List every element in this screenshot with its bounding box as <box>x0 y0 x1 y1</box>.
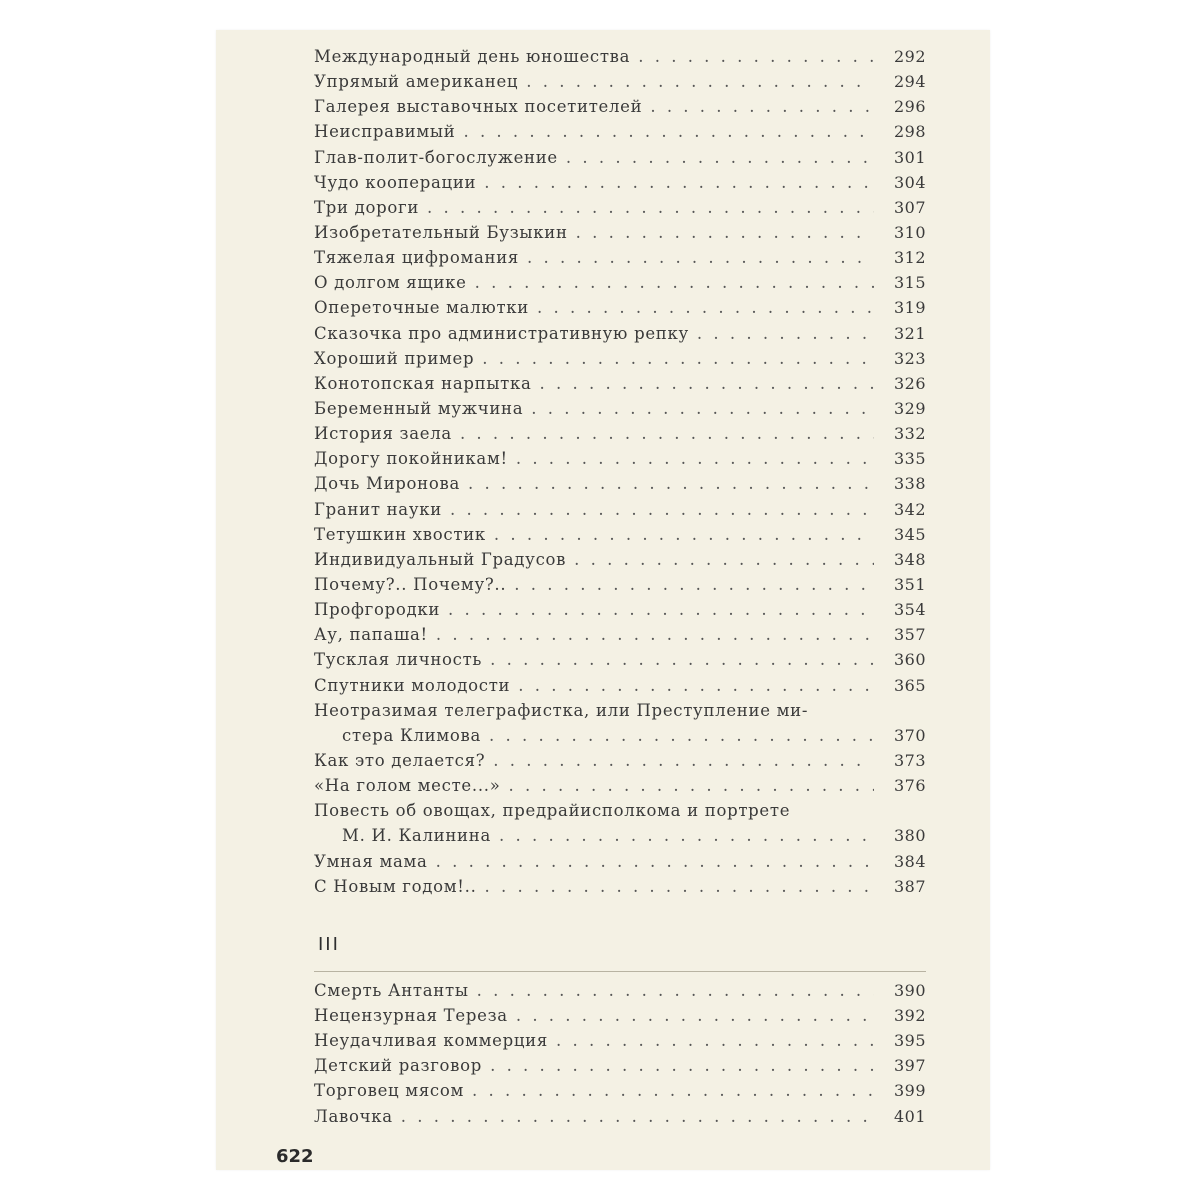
toc-entry <box>314 69 926 94</box>
toc-entry-title <box>314 220 874 245</box>
toc-entry <box>314 497 926 522</box>
dot-leader <box>481 723 874 748</box>
toc-entry-page-number: 329 <box>893 398 926 418</box>
dot-leader <box>642 94 874 119</box>
dot-leader <box>558 145 874 170</box>
toc-entry-label: Гранит науки <box>314 499 442 519</box>
dot-leader <box>482 1053 874 1078</box>
toc-entry-page-number: 335 <box>893 449 926 469</box>
toc-entry-title-line: Повесть об овощах, предрайисполкома и портрете <box>314 801 791 821</box>
toc-entry-title <box>314 1104 874 1129</box>
dot-leader <box>630 44 874 69</box>
toc-entry-label: Конотопская нарпытка <box>314 373 532 393</box>
dot-leader <box>482 647 874 672</box>
toc-entry-label: Почему?.. Почему?.. <box>314 574 507 594</box>
toc-entry-title <box>314 396 874 421</box>
toc-entry-page-number: 296 <box>893 97 926 117</box>
toc-entry <box>314 572 926 597</box>
dot-leader <box>485 748 874 773</box>
toc-entry-label: Сказочка про административную репку <box>314 323 689 343</box>
toc-entry <box>314 1078 926 1103</box>
toc-entry-label: Торговец мясом <box>314 1081 465 1101</box>
toc-entry-title <box>314 119 874 144</box>
toc-entry-label: О долгом ящике <box>314 273 467 293</box>
toc-entry <box>314 874 926 899</box>
dot-leader <box>428 849 874 874</box>
toc-section-three <box>314 978 926 1129</box>
dot-leader <box>440 597 874 622</box>
toc-entry <box>314 978 926 1003</box>
toc-entry-label: Тусклая личность <box>314 650 483 670</box>
toc-entry-title <box>314 874 874 899</box>
toc-entry-title <box>314 773 874 798</box>
toc-entry <box>314 44 926 69</box>
toc-entry-page-number: 376 <box>893 776 926 796</box>
dot-leader <box>476 170 874 195</box>
dot-leader <box>393 1104 874 1129</box>
dot-leader <box>464 1078 874 1103</box>
toc-entry-page-number: 370 <box>893 725 926 745</box>
section-divider <box>314 971 926 972</box>
dot-leader <box>508 446 874 471</box>
toc-entry-title <box>314 371 874 396</box>
toc-entry <box>314 1028 926 1053</box>
dot-leader <box>486 522 874 547</box>
dot-leader <box>469 978 874 1003</box>
toc-entry-page-number: 401 <box>893 1106 926 1126</box>
toc-entry <box>314 1104 926 1129</box>
toc-entry-title <box>314 698 874 748</box>
toc-entry-title <box>314 421 874 446</box>
dot-leader <box>518 69 874 94</box>
toc-entry <box>314 522 926 547</box>
toc-entry <box>314 647 926 672</box>
toc-entry <box>314 597 926 622</box>
toc-entry-page-number: 323 <box>893 348 926 368</box>
toc-entry-title <box>314 1028 874 1053</box>
toc-entry <box>314 396 926 421</box>
toc-entry <box>314 321 926 346</box>
toc-entry-title <box>314 572 874 597</box>
dot-leader <box>532 371 874 396</box>
toc-entry-label: Три дороги <box>314 197 420 217</box>
toc-entry-page-number: 357 <box>893 625 926 645</box>
toc-entry <box>314 773 926 798</box>
toc-entry-label: Детский разговор <box>314 1056 483 1076</box>
toc-entry-page-number: 392 <box>893 1005 926 1025</box>
toc-entry-title <box>314 1078 874 1103</box>
toc-entry-label: Упрямый американец <box>314 72 519 92</box>
dot-leader <box>419 195 874 220</box>
toc-entry-label: История заела <box>314 424 452 444</box>
toc-entry-title <box>314 245 874 270</box>
toc-entry-title <box>314 978 874 1003</box>
toc-entry <box>314 698 926 748</box>
toc-entry-label: Тяжелая цифромания <box>314 248 520 268</box>
toc-entry <box>314 798 926 848</box>
toc-entry-title-line: Неотразимая телеграфистка, или Преступление ми- <box>314 700 809 720</box>
toc-entry-page-number: 397 <box>893 1056 926 1076</box>
toc-entry <box>314 270 926 295</box>
dot-leader <box>568 220 874 245</box>
toc-entry-page-number: 319 <box>893 298 926 318</box>
toc-entry <box>314 145 926 170</box>
toc-entry-title <box>314 270 874 295</box>
dot-leader <box>506 572 874 597</box>
toc-entry-title <box>314 44 874 69</box>
dot-leader <box>519 245 874 270</box>
toc-entry <box>314 471 926 496</box>
toc-entry <box>314 1053 926 1078</box>
toc-entry-page-number: 373 <box>893 750 926 770</box>
toc-entry-label: Умная мама <box>314 851 428 871</box>
dot-leader <box>508 1003 874 1028</box>
toc-entry <box>314 849 926 874</box>
toc-entry-page-number: 342 <box>893 499 926 519</box>
toc-entry-page-number: 292 <box>893 46 926 66</box>
toc-entry-label: Международный день юношества <box>314 46 631 66</box>
dot-leader <box>467 270 874 295</box>
toc-entry <box>314 673 926 698</box>
toc-entry-label: Дорогу покойникам! <box>314 449 508 469</box>
toc-entry-page-number: 351 <box>893 574 926 594</box>
toc-entry-label: Опереточные малютки <box>314 298 529 318</box>
toc-entry-page-number: 348 <box>893 549 926 569</box>
toc-entry-label: Смерть Антанты <box>314 980 469 1000</box>
toc-entry-label: Профгородки <box>314 600 441 620</box>
toc-entry-title <box>314 647 874 672</box>
toc-entry <box>314 195 926 220</box>
toc-entry <box>314 446 926 471</box>
toc-entry-label: Ау, папаша! <box>314 625 428 645</box>
toc-entry-title <box>314 69 874 94</box>
toc-entry-page-number: 321 <box>893 323 926 343</box>
toc-entry <box>314 1003 926 1028</box>
toc-entry-page-number: 354 <box>893 600 926 620</box>
dot-leader <box>529 295 874 320</box>
toc-entry <box>314 748 926 773</box>
dot-leader <box>566 547 874 572</box>
toc-entry-page-number: 315 <box>893 273 926 293</box>
toc-entry-title <box>314 170 874 195</box>
dot-leader <box>477 874 874 899</box>
toc-entry-page-number: 345 <box>893 524 926 544</box>
dot-leader <box>474 346 874 371</box>
toc-entry-label: Глав-полит-богослужение <box>314 147 558 167</box>
dot-leader <box>460 471 874 496</box>
toc-entry <box>314 295 926 320</box>
table-of-contents <box>314 44 926 1129</box>
toc-entry-page-number: 304 <box>893 172 926 192</box>
toc-entry-title <box>314 295 874 320</box>
toc-entry <box>314 170 926 195</box>
dot-leader <box>455 119 874 144</box>
dot-leader <box>523 396 874 421</box>
page-number: 622 <box>276 1146 314 1167</box>
toc-entry-title <box>314 346 874 371</box>
toc-entry-title <box>314 471 874 496</box>
toc-entry-label: Индивидуальный Градусов <box>314 549 567 569</box>
toc-entry <box>314 421 926 446</box>
toc-entry-title <box>314 849 874 874</box>
toc-entry <box>314 245 926 270</box>
toc-entry-page-number: 338 <box>893 474 926 494</box>
toc-entry <box>314 346 926 371</box>
toc-entry-title <box>314 145 874 170</box>
toc-entry-label: Галерея выставочных посетителей <box>314 97 643 117</box>
dot-leader <box>442 497 874 522</box>
toc-entry-page-number: 390 <box>893 980 926 1000</box>
toc-entry-title <box>314 798 874 848</box>
toc-entry-label: Хороший пример <box>314 348 475 368</box>
dot-leader <box>428 622 874 647</box>
toc-entry-page-number: 310 <box>893 222 926 242</box>
toc-entry-page-number: 294 <box>893 72 926 92</box>
toc-entry-title <box>314 1003 874 1028</box>
toc-entry-page-number: 360 <box>893 650 926 670</box>
dot-leader <box>548 1028 874 1053</box>
dot-leader <box>510 673 874 698</box>
toc-entry-page-number: 332 <box>893 424 926 444</box>
toc-entry-title-continuation: стера Климова <box>342 725 482 745</box>
toc-entry <box>314 94 926 119</box>
toc-entry <box>314 622 926 647</box>
toc-entry-page-number: 384 <box>893 851 926 871</box>
toc-entry-page-number: 399 <box>893 1081 926 1101</box>
toc-entry-title <box>314 94 874 119</box>
toc-entry-title <box>314 195 874 220</box>
toc-entry-label: Как это делается? <box>314 750 486 770</box>
toc-entry-page-number: 307 <box>893 197 926 217</box>
toc-section-two <box>314 44 926 899</box>
toc-entry-title <box>314 673 874 698</box>
toc-entry-label: Нецензурная Тереза <box>314 1005 508 1025</box>
toc-entry-page-number: 387 <box>893 876 926 896</box>
toc-entry-label: Изобретательный Бузыкин <box>314 222 568 242</box>
toc-entry-title <box>314 321 874 346</box>
toc-entry-title <box>314 446 874 471</box>
toc-entry-page-number: 301 <box>893 147 926 167</box>
toc-entry-label: Чудо кооперации <box>314 172 477 192</box>
toc-entry-label: Неисправимый <box>314 122 456 142</box>
toc-entry-label: Спутники молодости <box>314 675 511 695</box>
toc-entry-label: Неудачливая коммерция <box>314 1031 548 1051</box>
toc-entry-title <box>314 497 874 522</box>
toc-entry-label: «На голом месте...» <box>314 776 501 796</box>
toc-entry-page-number: 365 <box>893 675 926 695</box>
toc-entry-label: Беременный мужчина <box>314 398 524 418</box>
toc-entry-page-number: 380 <box>893 826 926 846</box>
toc-entry-page-number: 326 <box>893 373 926 393</box>
dot-leader <box>491 823 874 848</box>
toc-entry-title <box>314 597 874 622</box>
section-heading: III <box>318 933 340 955</box>
toc-entry-title <box>314 547 874 572</box>
toc-entry <box>314 119 926 144</box>
toc-entry <box>314 220 926 245</box>
toc-entry <box>314 547 926 572</box>
dot-leader <box>501 773 874 798</box>
toc-entry-label: Лавочка <box>314 1106 393 1126</box>
toc-entry-label: С Новым годом!.. <box>314 876 477 896</box>
toc-entry-label: Тетушкин хвостик <box>314 524 486 544</box>
toc-entry-label: Дочь Миронова <box>314 474 461 494</box>
toc-entry-title <box>314 748 874 773</box>
toc-entry-title <box>314 622 874 647</box>
toc-entry-page-number: 395 <box>893 1031 926 1051</box>
dot-leader <box>452 421 874 446</box>
toc-entry <box>314 371 926 396</box>
toc-entry-title <box>314 1053 874 1078</box>
dot-leader <box>689 321 874 346</box>
toc-entry-page-number: 298 <box>893 122 926 142</box>
toc-entry-title-continuation: М. И. Калинина <box>342 826 491 846</box>
book-page <box>216 30 990 1170</box>
toc-entry-title <box>314 522 874 547</box>
toc-entry-page-number: 312 <box>893 248 926 268</box>
